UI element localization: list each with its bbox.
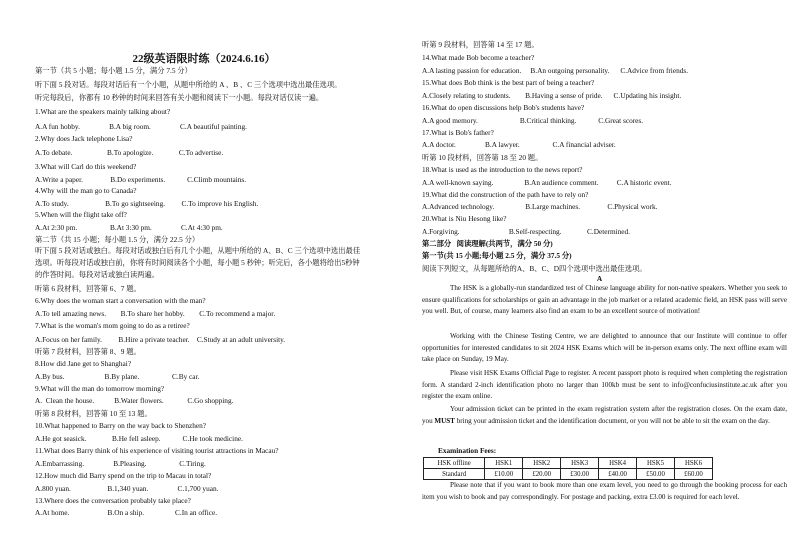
right-line: A.Advanced technology. B.Large machines. C.Physical work. xyxy=(422,202,658,211)
right-line: A.Forgiving. B.Self-respecting. C.Determined. xyxy=(422,227,631,236)
fees-cell: £40.00 xyxy=(599,469,637,480)
left-line: 3.What will Carl do this weekend? xyxy=(35,162,137,171)
fees-cell: HSK4 xyxy=(599,458,637,469)
section-heading: 听第 8 段材料，回答第 10 至 13 题。 xyxy=(35,409,152,418)
section-heading: 听第 7 段材料，回答第 8、9 题。 xyxy=(35,347,141,356)
passage-letter: A xyxy=(596,274,603,283)
left-line: 8.How did Jane get to Shanghai? xyxy=(35,359,132,368)
left-line: A.At 2:30 pm. B.At 3:30 pm. C.At 4:30 pm. xyxy=(35,223,223,232)
fees-cell: £10.00 xyxy=(485,469,523,480)
left-line: A.A fun hobby. B.A big room. C.A beautiful painting. xyxy=(35,122,247,131)
passage-paragraph: Working with the Chinese Testing Centre, we are delighted to announce that our Institute will continue to offer opportunities for interested candidates to sit 2024 HSK Exams which will be in-person exams only. The next offline exam will take place on Sunday, 19 May. xyxy=(422,332,787,363)
passage-paragraph: Please note that if you want to book more than one exam level, you need to go through the booking process for each item you wish to book and pay correspondingly. For postage and packing, extra £3.00 is required for each level. xyxy=(422,481,787,501)
fees-heading: Examination Fees: xyxy=(438,446,497,455)
fees-cell: HSK3 xyxy=(561,458,599,469)
left-line: A.Write a paper. B.Do experiments. C.Climb mountains. xyxy=(35,175,247,184)
left-line: A.By bus. B.By plane. C.By car. xyxy=(35,372,200,381)
right-line: 19.What did the construction of the path have to rely on? xyxy=(422,190,589,199)
fees-cell: £50.00 xyxy=(637,469,675,480)
left-line: A.To debate. B.To apologize. C.To advertise. xyxy=(35,148,224,157)
fees-cell: £20.00 xyxy=(523,469,561,480)
left-line: 4.Why will the man go to Canada? xyxy=(35,186,137,195)
right-line: 听第 9 段材料，回答第 14 至 17 题。 xyxy=(422,40,539,49)
fees-table xyxy=(423,457,713,480)
right-line: A.A doctor. B.A lawyer. C.A financial adviser. xyxy=(422,140,616,149)
section-heading: 听第 6 段材料，回答第 6、7 题。 xyxy=(35,284,141,293)
passage-paragraph: Please visit HSK Exams Official Page to register. A recent passport photo is required when completing the registration form. A standard 2-inch identification photo no larger than 100kb must be sent to info@confuciusinstitute.ac.uk after you register the exam online. xyxy=(422,369,787,400)
right-line: 阅读下列短文，从每题所给的A、B、C、D四个选项中选出最佳选项。 xyxy=(422,264,647,273)
fees-cell: HSK5 xyxy=(637,458,675,469)
left-line: 13.Where does the conversation probably take place? xyxy=(35,496,191,505)
left-line: 听下面 5 段对话或独白。每段对话或独白后有几个小题，从题中所给的 A、B、C 三个选项中选出最佳 xyxy=(35,246,361,255)
passage-paragraph: The HSK is a globally-run standardized test of Chinese language ability for non-native speakers. Whether you seek to ensure qualifications for scholarships or gain an advantage in the job market or a related academic field, an HSK pass will serve you well. But, of course, many learners also find an exam to be an excellent source of motivation! xyxy=(422,284,787,315)
left-line: A.He got seasick. B.He fell asleep. C.He took medicine. xyxy=(35,434,243,443)
left-line: 听完每段后，你都有 10 秒钟的时间来回答有关小题和阅读下一小题。每段对话仅读一遍。 xyxy=(35,93,324,102)
left-line: 12.How much did Barry spend on the trip to Macau in total? xyxy=(35,471,212,480)
left-line: 2.Why does Jack telephone Lisa? xyxy=(35,134,133,143)
right-line: 18.What is used as the introduction to the news report? xyxy=(422,165,583,174)
left-line: 5.When will the flight take off? xyxy=(35,210,127,219)
right-line: A.A lasting passion for education. B.An outgoing personality. C.Advice from friends. xyxy=(422,66,689,75)
left-line: A.At home. B.On a ship. C.In an office. xyxy=(35,508,218,517)
right-line: 第一节(共 15 小题;每小题 2.5 分，满分 37.5 分) xyxy=(422,251,572,260)
fees-data-row xyxy=(424,469,713,480)
fees-cell: HSK1 xyxy=(485,458,523,469)
right-line: A.Closely relating to students. B.Having a sense of pride. C.Updating his insight. xyxy=(422,91,682,100)
left-line: 11.What does Barry think of his experience of visiting tourist attractions in Macau? xyxy=(35,446,279,455)
paragraph-text: bring your admission ticket and the identification document, or you will not be able to sit the exam on the day. xyxy=(454,416,770,425)
left-line: 6.Why does the woman start a conversation with the man? xyxy=(35,296,206,305)
fees-cell: HSK offline xyxy=(424,458,485,469)
paragraph-text: Your admission ticket can be printed in the exam registration system after the registration closes. On the exam date, you xyxy=(422,405,787,425)
left-line: A.Focus on her family. B.Hire a private teacher. C.Study at an adult university. xyxy=(35,335,286,344)
left-line: 10.What happened to Barry on the way back to Shenzhen? xyxy=(35,421,207,430)
left-line: 1.What are the speakers mainly talking about? xyxy=(35,107,171,116)
left-line: A.To tell amazing news. B.To share her hobby. C.To recommend a major. xyxy=(35,309,276,318)
section-heading: 第二节（共 15 小题；每小题 1.5 分，满分 22.5 分） xyxy=(35,235,200,244)
left-line: 的作答时间。每段对话或独白读两遍。 xyxy=(35,270,160,279)
right-line: 16.What do open discussions help Bob's students have? xyxy=(422,103,585,112)
fees-cell: £30.00 xyxy=(561,469,599,480)
right-line: 17.What is Bob's father? xyxy=(422,128,494,137)
passage-paragraph xyxy=(422,404,787,427)
page-title: 22级英语限时练（2024.6.16） xyxy=(132,53,276,65)
right-line: A.A good memory. B.Critical thinking. C.Great scores. xyxy=(422,116,644,125)
right-line: 听第 10 段材料，回答第 18 至 20 题。 xyxy=(422,153,543,162)
right-line: 15.What does Bob think is the best part of being a teacher? xyxy=(422,78,595,87)
left-line: A. Clean the house. B.Water flowers. C.Go shopping. xyxy=(35,396,234,405)
fees-cell: HSK2 xyxy=(523,458,561,469)
fees-cell: Standard xyxy=(424,469,485,480)
right-line: 第二部分 阅读理解(共两节，满分 50 分) xyxy=(422,239,553,248)
right-line: 20.What is Niu Hesong like? xyxy=(422,214,507,223)
left-line: A.To study. B.To go sightseeing. C.To improve his English. xyxy=(35,199,259,208)
section-heading: 第一节（共 5 小题；每小题 1.5 分，满分 7.5 分） xyxy=(35,66,192,75)
left-line: A.800 yuan. B.1,340 yuan. C.1,700 yuan. xyxy=(35,484,219,493)
emphasis-must: MUST xyxy=(434,416,455,425)
fees-header-row xyxy=(424,458,713,469)
right-line: 14.What made Bob become a teacher? xyxy=(422,53,535,62)
left-line: A.Embarrassing. B.Pleasing. C.Tiring. xyxy=(35,459,206,468)
fees-cell: £60.00 xyxy=(674,469,712,480)
left-line: 选项。听每段对话或独白前，你将有时间阅读各个小题，每小题 5 秒钟；听完后，各小题将给出5秒钟 xyxy=(35,258,360,267)
left-line: 听下面 5 段对话。每段对话后有一个小题，从题中所给的 A 、B 、C 三个选项中选出最佳选项。 xyxy=(35,80,342,89)
fees-cell: HSK6 xyxy=(674,458,712,469)
right-line: A.A well-known saying. B.An audience comment. C.A historic event. xyxy=(422,178,672,187)
left-line: 9.What will the man do tomorrow morning? xyxy=(35,384,165,393)
left-line: 7.What is the woman's mom going to do as a retiree? xyxy=(35,321,190,330)
